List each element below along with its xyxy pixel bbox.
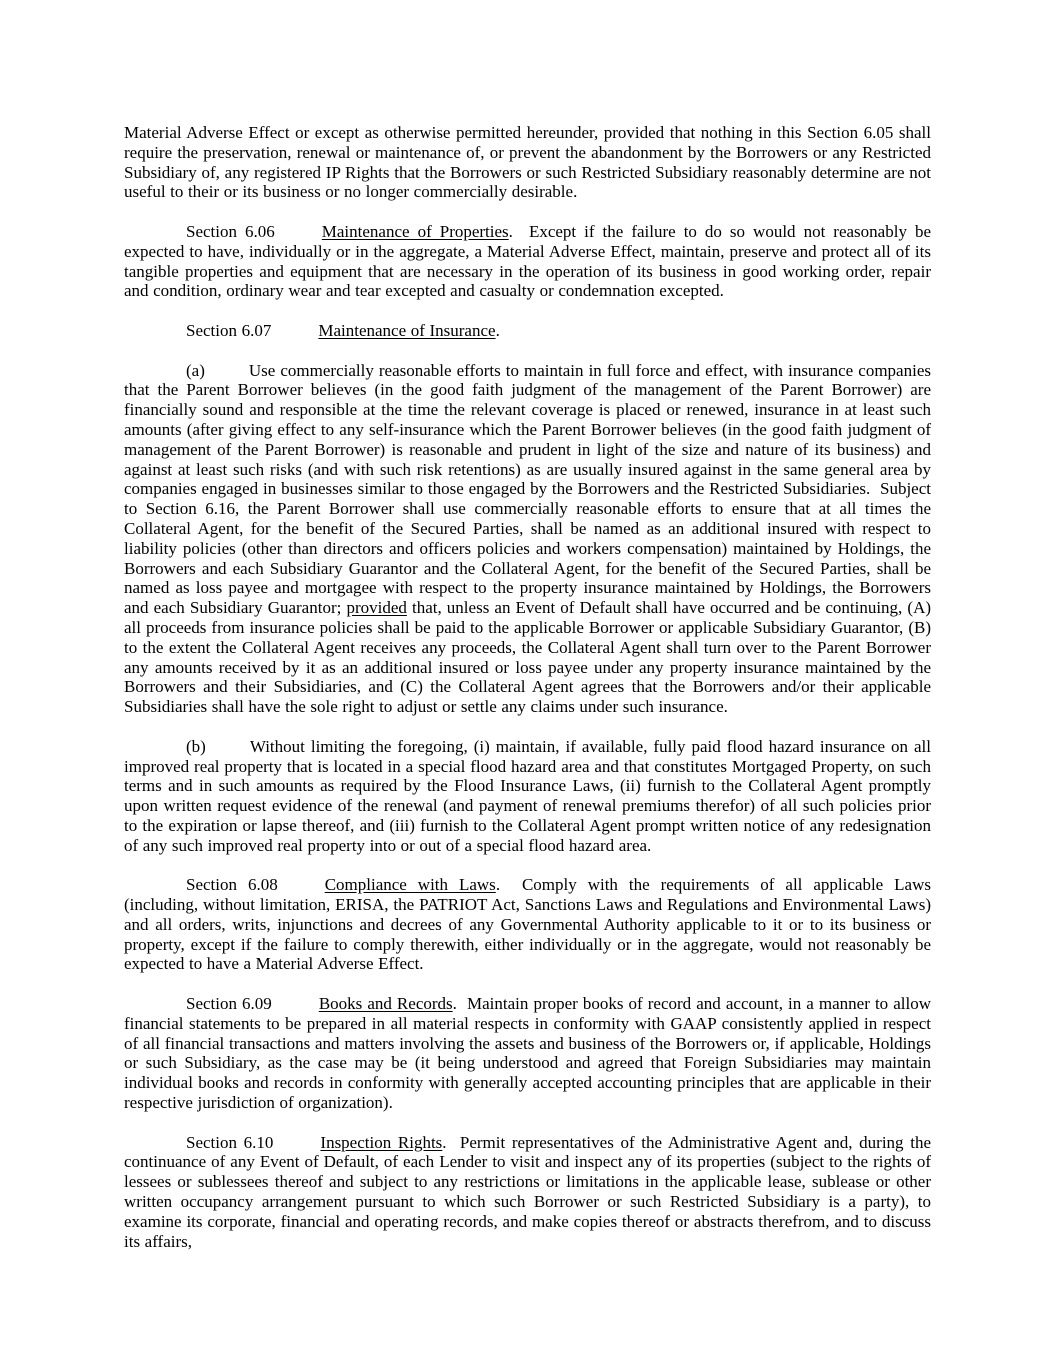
paragraph-text: Material Adverse Effect or except as otherwise permitted hereunder, provided that nothing in this Section 6.05 shall require the preservation, renewal or maintenance of, or prevent the abandonment by the Borrowers or any Restricted Subsidiary of, any registered IP Rights that the Borrowers or such Restricted Subsidiary reasonably determine are not useful to their or its business or no longer commercially desirable. — [124, 123, 931, 202]
section-number: Section 6.06 — [186, 221, 275, 241]
paragraph-6-07-b — [124, 737, 931, 856]
section-title: Inspection Rights — [320, 1132, 443, 1152]
clause-label: (b) — [186, 736, 206, 756]
paragraph-section-6-07 — [124, 321, 931, 341]
paragraph-text: . Comply with the requirements of all applicable Laws (including, without limitation, ERISA, the PATRIOT Act, Sanctions Laws and Regulations and Environmental Laws) and all orders, writs, injunctions and decrees of any Governmental Authority applicable to it or to its business or property, except if the failure to comply therewith, either individually or in the aggregate, would not reasonably be expected to have a Material Adverse Effect. — [124, 875, 931, 974]
section-number: Section 6.09 — [186, 994, 272, 1014]
paragraph-text: . — [495, 320, 500, 340]
paragraph-text: . Maintain proper books of record and account, in a manner to allow financial statements to be prepared in all material respects in conformity with GAAP consistently applied in respect of all financial transactions and matters involving the assets and business of the Borrowers or, if applicable, Holdings or such Subsidiary, as the case may be (it being understood and agreed that Foreign Subsidiaries may maintain individual books and records in conformity with generally accepted accounting principles that are applicable in their respective jurisdiction of organization). — [124, 994, 931, 1113]
section-title: Books and Records — [318, 994, 453, 1014]
paragraph-section-6-06 — [124, 222, 931, 301]
section-title: Compliance with Laws — [324, 875, 496, 895]
paragraph-text: Without limiting the foregoing, (i) maintain, if available, fully paid flood hazard insurance on all improved real property that is located in a special flood hazard area and that constitutes Mortgaged Property, on such terms and in such amounts as required by the Flood Insurance Laws, (ii) furnish to the Collateral Agent promptly upon written request evidence of the renewal (and payment of renewal premiums therefor) of all such policies prior to the expiration or lapse thereof, and (iii) furnish to the Collateral Agent prompt written notice of any redesignation of any such improved real property into or out of a special flood hazard area. — [124, 736, 931, 855]
section-number: Section 6.08 — [186, 875, 278, 895]
paragraph-text: . Permit representatives of the Administrative Agent and, during the continuance of any Event of Default, of each Lender to visit and inspect any of its properties (subject to the rights of lessees or sublessees thereof and subject to any restrictions or limitations in the applicable lease, sublease or other written occupancy arrangement pursuant to which such Borrower or such Restricted Subsidiary is a party), to examine its corporate, financial and operating records, and make copies thereof or abstracts therefrom, and to discuss its affairs, — [124, 1132, 931, 1251]
paragraph-text: . Except if the failure to do so would not reasonably be expected to have, individually or in the aggregate, a Material Adverse Effect, maintain, preserve and protect all of its tangible properties and equipment that are necessary in the operation of its business in good working order, repair and condition, ordinary wear and tear excepted and casualty or condemnation excepted. — [124, 221, 931, 301]
paragraph-text: that, unless an Event of Default shall have occurred and be continuing, (A) all proceeds from insurance policies shall be paid to the applicable Borrower or applicable Subsidiary Guarantor, (B) to the extent the Collateral Agent receives any proceeds, the Collateral Agent shall turn over to the Parent Borrower any amounts received by it as an additional insured or loss payee under any property insurance maintained by the Borrowers and their Subsidiaries, and (C) the Collateral Agent agrees that the Borrowers and/or their applicable Subsidiaries shall have the sole right to adjust or settle any claims under such insurance. — [124, 598, 932, 717]
paragraph-text: Use commercially reasonable efforts to maintain in full force and effect, with insurance companies that the Parent Borrower believes (in the good faith judgment of the management of the Parent Borrower) are financially sound and responsible at the time the relevant coverage is placed or renewed, insurance in at least such amounts (after giving effect to any self-insurance which the Parent Borrower believes (in the good faith judgment of management of the Parent Borrower) is reasonable and prudent in light of the size and nature of its business) and against at least such risks (and with such risk retentions) as are usually insured against in the same general area by companies engaged in businesses similar to those engaged by the Borrowers and the Restricted Subsidiaries. Subject to Section 6.16, the Parent Borrower shall use commercially reasonable efforts to ensure that at all times the Collateral Agent, for the benefit of the Secured Parties, shall be named as an additional insured with respect to liability policies (other than directors and officers policies and workers compensation) maintained by Holdings, the Borrowers and each Subsidiary Guarantor and the Collateral Agent, for the benefit of the Secured Parties, shall be named as loss payee and mortgagee with respect to the property insurance maintained by Holdings, the Borrowers and each Subsidiary Guarantor; — [124, 360, 931, 618]
paragraph-continuation-6-05 — [124, 123, 931, 202]
section-title: Maintenance of Properties — [321, 221, 509, 241]
section-number: Section 6.10 — [186, 1132, 274, 1152]
section-number: Section 6.07 — [186, 320, 272, 340]
underlined-term: provided — [346, 598, 407, 618]
paragraph-6-07-a — [124, 361, 931, 717]
clause-label: (a) — [186, 360, 205, 380]
text-block — [124, 123, 931, 1271]
paragraph-section-6-09 — [124, 994, 931, 1113]
section-title: Maintenance of Insurance — [318, 320, 496, 340]
paragraph-section-6-10 — [124, 1133, 931, 1252]
paragraph-section-6-08 — [124, 875, 931, 974]
